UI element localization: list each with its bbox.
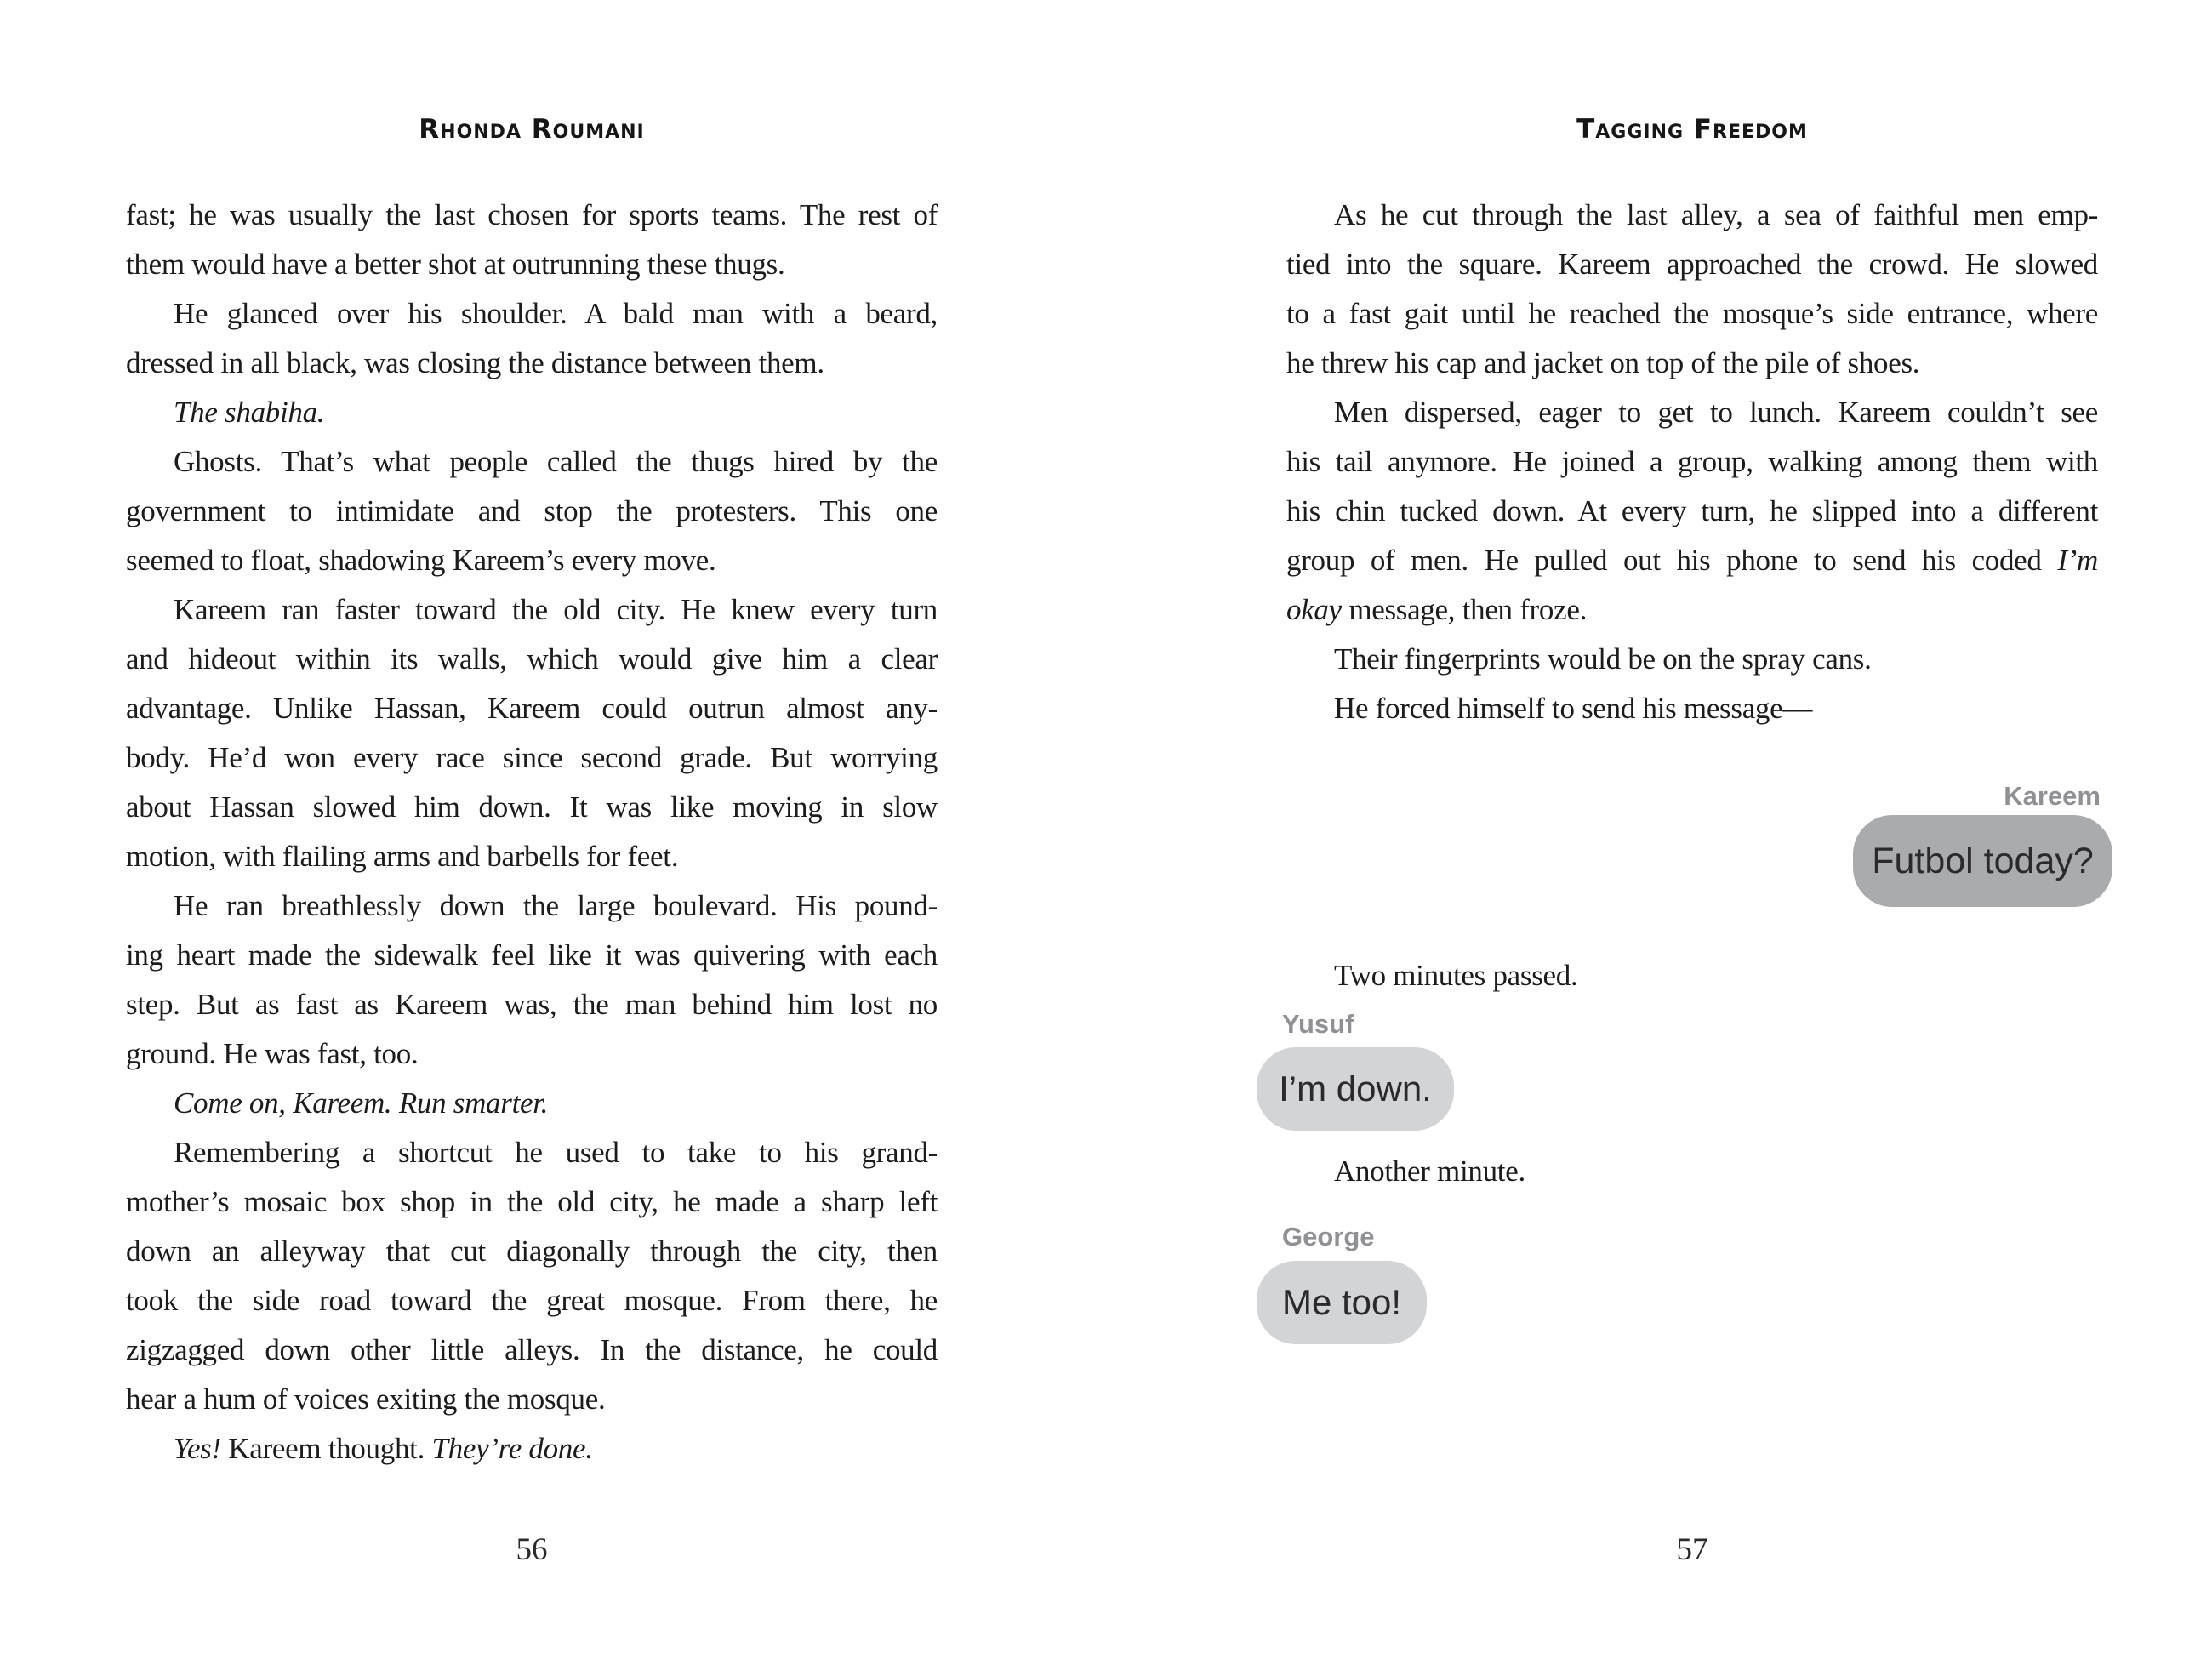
body-line xyxy=(1286,388,2098,437)
body-line xyxy=(126,487,938,536)
chat-sender-label-george: George xyxy=(1282,1222,1375,1251)
body-line xyxy=(1286,437,2098,487)
narration-another-minute: Another minute. xyxy=(1334,1154,1525,1188)
body-line xyxy=(126,1029,938,1079)
body-line-segment: Remembering a shortcut he used to take to his grand- xyxy=(174,1136,938,1169)
body-line xyxy=(126,191,938,240)
body-line xyxy=(126,1128,938,1177)
body-line xyxy=(1286,339,2098,388)
body-line xyxy=(1286,487,2098,536)
body-line-segment: He glanced over his shoulder. A bald man with a beard, xyxy=(174,297,938,330)
body-line-italic-segment: Yes! xyxy=(174,1432,221,1465)
body-line-segment: zigzagged down other little alleys. In the distance, he could xyxy=(126,1333,938,1366)
body-line-italic-segment: They’re done. xyxy=(431,1432,593,1465)
body-line xyxy=(1286,585,2098,635)
body-line xyxy=(126,388,938,437)
body-line xyxy=(1286,191,2098,240)
body-line xyxy=(126,339,938,388)
body-line-segment: he threw his cap and jacket on top of the pile of shoes. xyxy=(1286,346,1920,379)
body-line-segment: his chin tucked down. At every turn, he slipped into a different xyxy=(1286,494,2098,527)
body-line-segment: He forced himself to send his message— xyxy=(1334,692,1813,725)
body-line-segment: about Hassan slowed him down. It was like moving in slow xyxy=(126,790,938,824)
body-line-segment: down an alleyway that cut diagonally through the city, then xyxy=(126,1234,938,1268)
body-line xyxy=(1286,635,2098,684)
body-line xyxy=(1286,240,2098,289)
body-line xyxy=(126,289,938,339)
body-line-segment: them would have a better shot at outrunning these thugs. xyxy=(126,248,785,281)
body-line-italic-segment: The shabiha. xyxy=(174,396,325,429)
body-line xyxy=(126,1276,938,1325)
body-line-segment: seemed to float, shadowing Kareem’s every move. xyxy=(126,544,716,577)
body-line xyxy=(126,635,938,684)
right-running-header: Tagging Freedom xyxy=(1576,114,1808,145)
body-line xyxy=(126,1424,938,1474)
body-line-segment: tied into the square. Kareem approached the crowd. He slowed xyxy=(1286,248,2098,281)
body-line-italic-segment: I’m xyxy=(2057,544,2098,577)
body-line-segment: hear a hum of voices exiting the mosque. xyxy=(126,1382,606,1416)
body-line-segment: Kareem ran faster toward the old city. He knew every turn xyxy=(174,593,938,626)
body-line xyxy=(126,881,938,931)
right-page-number: 57 xyxy=(1676,1532,1708,1567)
left-running-header: Rhonda Roumani xyxy=(419,114,645,145)
body-line xyxy=(126,980,938,1029)
body-line xyxy=(126,1177,938,1227)
left-body-text xyxy=(126,191,938,1474)
body-line xyxy=(126,437,938,487)
body-line-segment: Ghosts. That’s what people called the thugs hired by the xyxy=(174,445,938,478)
body-line-segment: step. But as fast as Kareem was, the man behind him lost no xyxy=(126,988,938,1021)
body-line xyxy=(126,1375,938,1424)
body-line-segment: As he cut through the last alley, a sea of faithful men emp- xyxy=(1334,198,2098,231)
body-line-segment: his tail anymore. He joined a group, walking among them with xyxy=(1286,445,2098,478)
body-line-segment: Men dispersed, eager to get to lunch. Kareem couldn’t see xyxy=(1334,396,2098,429)
body-line xyxy=(126,733,938,783)
right-body-text xyxy=(1286,191,2098,733)
body-line xyxy=(1286,684,2098,733)
chat-bubble-yusuf: I’m down. xyxy=(1257,1047,1454,1131)
body-line xyxy=(126,832,938,881)
chat-bubble-kareem: Futbol today? xyxy=(1853,815,2112,907)
chat-sender-label-kareem: Kareem xyxy=(2004,781,2101,811)
body-line-segment: to a fast gait until he reached the mosque’s side entrance, where xyxy=(1286,297,2098,330)
body-line xyxy=(126,1227,938,1276)
body-line-segment: He ran breathlessly down the large boulevard. His pound- xyxy=(174,889,938,922)
body-line-segment: message, then froze. xyxy=(1341,593,1588,626)
narration-two-minutes: Two minutes passed. xyxy=(1334,959,1578,992)
chat-bubble-george: Me too! xyxy=(1257,1261,1427,1344)
body-line-segment: advantage. Unlike Hassan, Kareem could outrun almost any- xyxy=(126,692,938,725)
body-line-segment: fast; he was usually the last chosen for sports teams. The rest of xyxy=(126,198,938,231)
body-line-segment: Their fingerprints would be on the spray cans. xyxy=(1334,642,1872,676)
body-line-segment: group of men. He pulled out his phone to send his coded xyxy=(1286,544,2058,577)
body-line-segment: motion, with flailing arms and barbells for feet. xyxy=(126,840,679,873)
body-line xyxy=(126,783,938,832)
body-line-segment: ing heart made the sidewalk feel like it was quivering with each xyxy=(126,938,938,972)
body-line xyxy=(126,240,938,289)
body-line xyxy=(126,585,938,635)
body-line xyxy=(126,1079,938,1128)
chat-sender-label-yusuf: Yusuf xyxy=(1282,1009,1354,1039)
body-line-italic-segment: okay xyxy=(1286,593,1342,626)
body-line xyxy=(1286,289,2098,339)
right-page xyxy=(1106,0,2212,1659)
body-line-italic-segment: Come on, Kareem. Run smarter. xyxy=(174,1086,549,1120)
body-line-segment: dressed in all black, was closing the distance between them. xyxy=(126,346,824,379)
body-line xyxy=(126,1325,938,1375)
body-line-segment: Kareem thought. xyxy=(220,1432,432,1465)
body-line xyxy=(1286,536,2098,585)
left-page-number: 56 xyxy=(516,1532,548,1567)
body-line-segment: and hideout within its walls, which would give him a clear xyxy=(126,642,938,676)
body-line-segment: body. He’d won every race since second grade. But worrying xyxy=(126,741,938,774)
body-line xyxy=(126,536,938,585)
body-line xyxy=(126,931,938,980)
body-line-segment: took the side road toward the great mosque. From there, he xyxy=(126,1284,938,1317)
body-line-segment: ground. He was fast, too. xyxy=(126,1037,419,1070)
body-line-segment: government to intimidate and stop the protesters. This one xyxy=(126,494,938,527)
body-line xyxy=(126,684,938,733)
body-line-segment: mother’s mosaic box shop in the old city, he made a sharp left xyxy=(126,1185,938,1218)
